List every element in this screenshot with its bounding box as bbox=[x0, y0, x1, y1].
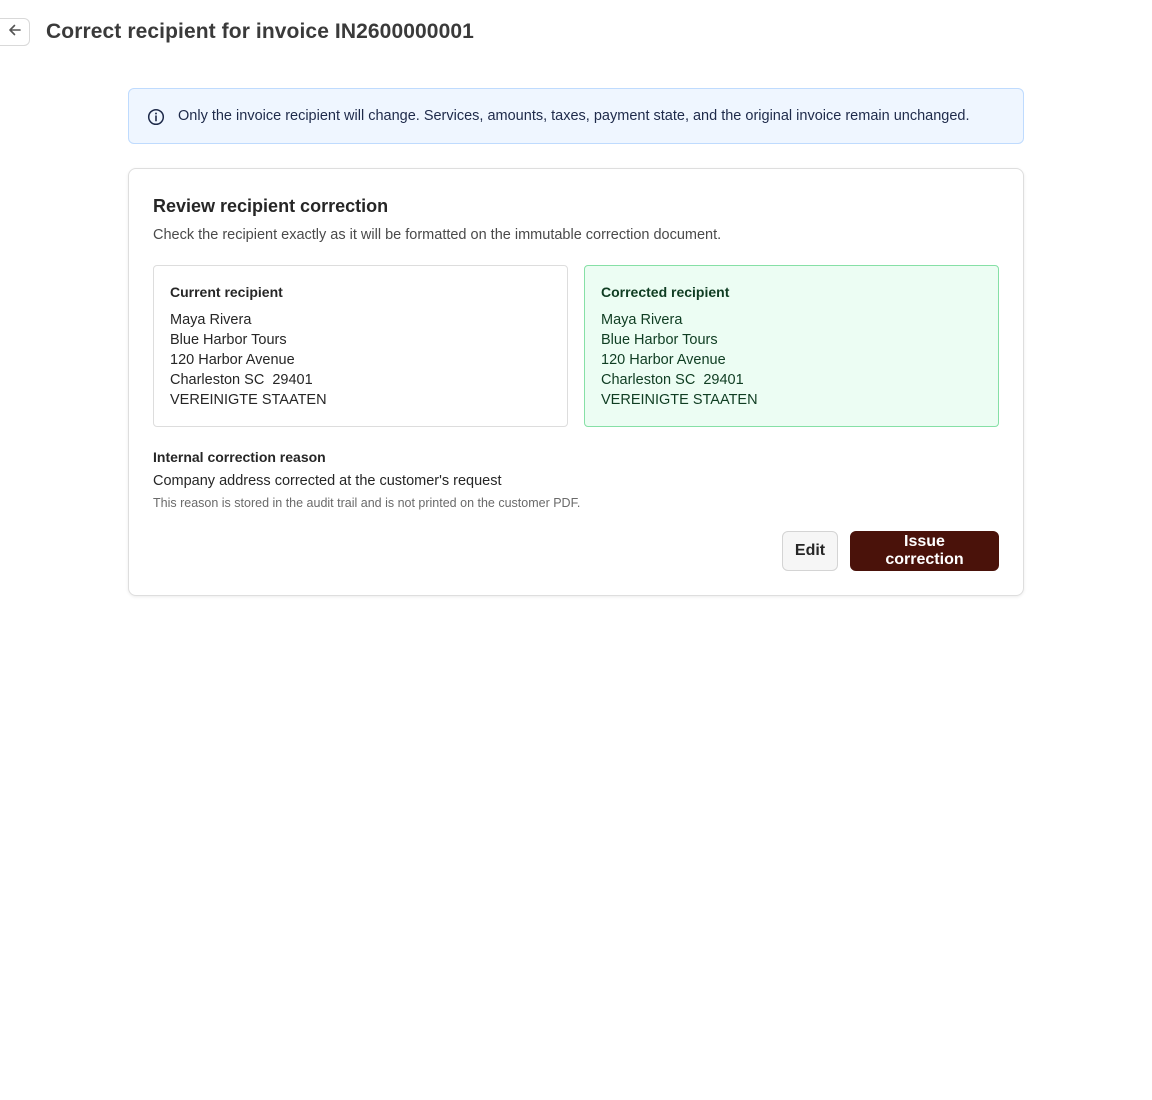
current-recipient-line: 120 Harbor Avenue bbox=[170, 352, 295, 368]
corrected-recipient-line: 120 Harbor Avenue bbox=[601, 352, 726, 368]
current-recipient-box bbox=[153, 265, 568, 427]
review-card bbox=[128, 168, 1024, 596]
current-recipient-heading: Current recipient bbox=[170, 284, 283, 300]
corrected-recipient-line: Blue Harbor Tours bbox=[601, 332, 718, 348]
corrected-recipient-box bbox=[584, 265, 999, 427]
corrected-recipient-heading: Corrected recipient bbox=[601, 284, 730, 300]
info-notice bbox=[128, 88, 1024, 144]
review-subtitle: Check the recipient exactly as it will be formatted on the immutable correction document. bbox=[153, 227, 722, 243]
current-recipient-line: Charleston SC 29401 bbox=[170, 372, 313, 388]
reason-value: Company address corrected at the customer's request bbox=[153, 473, 502, 489]
reason-label: Internal correction reason bbox=[153, 449, 326, 465]
info-circle-icon bbox=[146, 107, 166, 127]
review-title: Review recipient correction bbox=[153, 196, 389, 216]
current-recipient-line: VEREINIGTE STAATEN bbox=[170, 392, 327, 408]
action-bar bbox=[782, 531, 999, 571]
corrected-recipient-line: Charleston SC 29401 bbox=[601, 372, 744, 388]
issue-correction-button[interactable]: Issue correction bbox=[850, 531, 999, 571]
edit-button[interactable]: Edit bbox=[782, 531, 838, 571]
page-title: Correct recipient for invoice IN2600000001 bbox=[46, 20, 474, 43]
corrected-recipient-line: Maya Rivera bbox=[601, 312, 683, 328]
page-header bbox=[0, 18, 474, 46]
reason-hint: This reason is stored in the audit trail and is not printed on the customer PDF. bbox=[153, 496, 581, 510]
current-recipient-line: Blue Harbor Tours bbox=[170, 332, 287, 348]
current-recipient-line: Maya Rivera bbox=[170, 312, 252, 328]
back-button[interactable] bbox=[0, 18, 30, 46]
corrected-recipient-line: VEREINIGTE STAATEN bbox=[601, 392, 758, 408]
arrow-left-icon bbox=[7, 22, 23, 43]
notice-text: Only the invoice recipient will change. Services, amounts, taxes, payment state, and the original invoice remain unchanged. bbox=[178, 108, 970, 124]
